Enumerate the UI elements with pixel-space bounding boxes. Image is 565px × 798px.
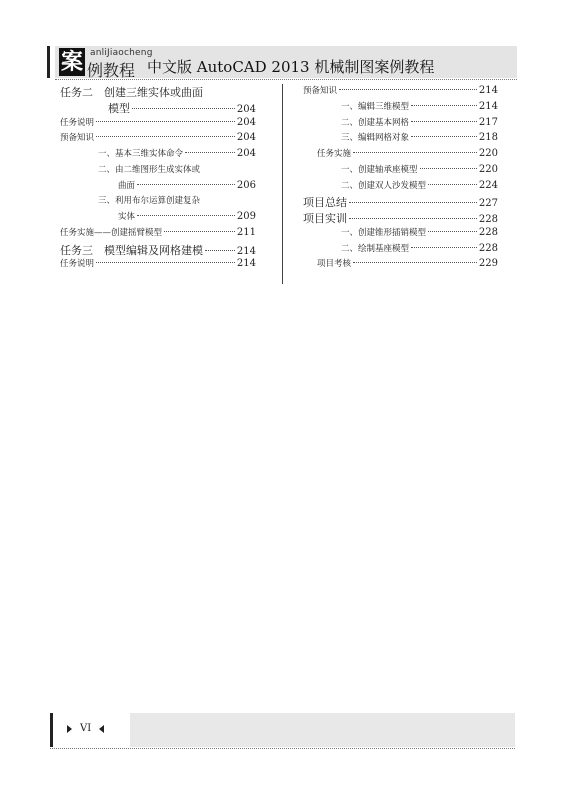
toc-entry-text: 实体 (118, 212, 136, 222)
toc-entry-text: 二、创建双人沙发模型 (341, 180, 427, 191)
toc-entry-page: 228 (478, 242, 498, 254)
toc-entry-text: 曲面 (118, 180, 136, 191)
logo-pinyin: anliJiaocheng (90, 48, 153, 58)
toc-entry-page: 220 (478, 163, 498, 175)
toc-entry-text: 一、基本三维实体命令 (98, 149, 184, 159)
toc-entry-text: 二、绘制基座模型 (341, 243, 410, 254)
toc-entry[interactable] (60, 100, 256, 116)
logo-subtitle: 例教程 (87, 61, 136, 80)
toc-left-column (60, 84, 256, 273)
page-header (47, 46, 517, 84)
toc-entry-text: 任务实施 (317, 149, 352, 159)
toc-entry-text: 二、由二维图形生成实体或 (98, 164, 201, 175)
toc-entry[interactable] (303, 257, 498, 273)
toc-entry[interactable] (60, 163, 256, 179)
toc-entry-page: 214 (478, 85, 498, 96)
footer-background (130, 713, 515, 747)
toc-right-column (303, 84, 498, 273)
toc-entry-page: 209 (236, 211, 256, 222)
toc-entry-text: 任务三 模型编辑及网格建模 (60, 243, 203, 257)
footer-nav (67, 723, 104, 734)
toc-entry[interactable] (303, 163, 498, 179)
toc-entry[interactable] (303, 147, 498, 163)
toc-entry-text: 一、创建轴承座模型 (341, 164, 418, 175)
toc-entry-text: 任务二 创建三维实体或曲面 (60, 86, 203, 99)
toc-entry-page: 224 (478, 179, 498, 191)
toc-entry[interactable] (60, 257, 256, 273)
toc-entry-text: 任务实施——创建摇臂模型 (60, 227, 163, 238)
toc-entry[interactable] (303, 131, 498, 147)
toc-entry[interactable] (60, 131, 256, 147)
toc-entry-text: 模型 (108, 101, 130, 115)
toc-entry-text: 项目总结 (303, 196, 347, 210)
toc-entry-page: 228 (478, 226, 498, 238)
toc-entry[interactable] (303, 194, 498, 210)
toc-entry-page: 204 (236, 132, 256, 144)
toc-entry-text: 三、编辑网格对象 (341, 133, 410, 144)
toc-entry-text: 三、利用布尔运算创建复杂 (98, 196, 201, 207)
toc-entry-page: 214 (236, 245, 256, 257)
toc-entry[interactable] (303, 242, 498, 258)
toc-entry-text: 项目考核 (317, 259, 352, 270)
page-footer (50, 713, 515, 747)
book-title: 中文版 AutoCAD 2013 机械制图案例教程 (147, 58, 435, 76)
toc-entry[interactable] (60, 179, 256, 195)
toc-entry[interactable] (303, 100, 498, 116)
toc-entry[interactable] (60, 226, 256, 242)
toc-entry[interactable] (303, 226, 498, 242)
footer-rule (50, 748, 515, 749)
toc-entry[interactable] (303, 84, 498, 100)
toc-entry[interactable] (60, 84, 256, 100)
toc-entry-page: 229 (478, 258, 498, 270)
column-divider (282, 84, 283, 284)
toc-entry[interactable] (303, 179, 498, 195)
toc-entry-page: 206 (236, 179, 256, 191)
toc-entry[interactable] (303, 210, 498, 226)
triangle-left-icon (99, 725, 104, 733)
toc-entry-page: 214 (236, 258, 256, 270)
toc-entry[interactable] (60, 194, 256, 210)
toc-entry-page: 227 (478, 198, 498, 210)
toc-entry[interactable] (60, 242, 256, 258)
toc-entry-page: 228 (478, 214, 498, 225)
toc-entry-text: 项目实训 (303, 212, 347, 225)
toc-entry-text: 预备知识 (303, 86, 338, 96)
toc-entry-page: 211 (236, 226, 256, 238)
toc-entry-page: 214 (478, 100, 498, 112)
logo-char: 案 (60, 49, 83, 75)
footer-page-box (50, 713, 128, 747)
toc-entry[interactable] (60, 116, 256, 132)
toc-entry-text: 一、创建锥形插销模型 (341, 227, 427, 238)
toc-entry-page: 204 (236, 103, 256, 115)
page-number: VI (80, 723, 92, 734)
toc-entry-text: 预备知识 (60, 133, 95, 144)
toc-entry-text: 二、创建基本网格 (341, 117, 410, 128)
header-rule (55, 79, 517, 80)
toc-entry[interactable] (60, 210, 256, 226)
toc-entry-text: 任务说明 (60, 117, 95, 128)
toc-entry[interactable] (60, 147, 256, 163)
toc-entry-page: 204 (236, 148, 256, 159)
toc-entry-page: 220 (478, 148, 498, 159)
toc-entry-page: 217 (478, 116, 498, 128)
toc-entry[interactable] (303, 116, 498, 132)
toc-entry-text: 任务说明 (60, 259, 95, 270)
toc-entry-page: 218 (478, 132, 498, 144)
toc-entry-page: 204 (236, 116, 256, 128)
triangle-right-icon (67, 725, 72, 733)
header-bar (47, 46, 50, 78)
toc-entry-text: 一、编辑三维模型 (341, 101, 410, 112)
